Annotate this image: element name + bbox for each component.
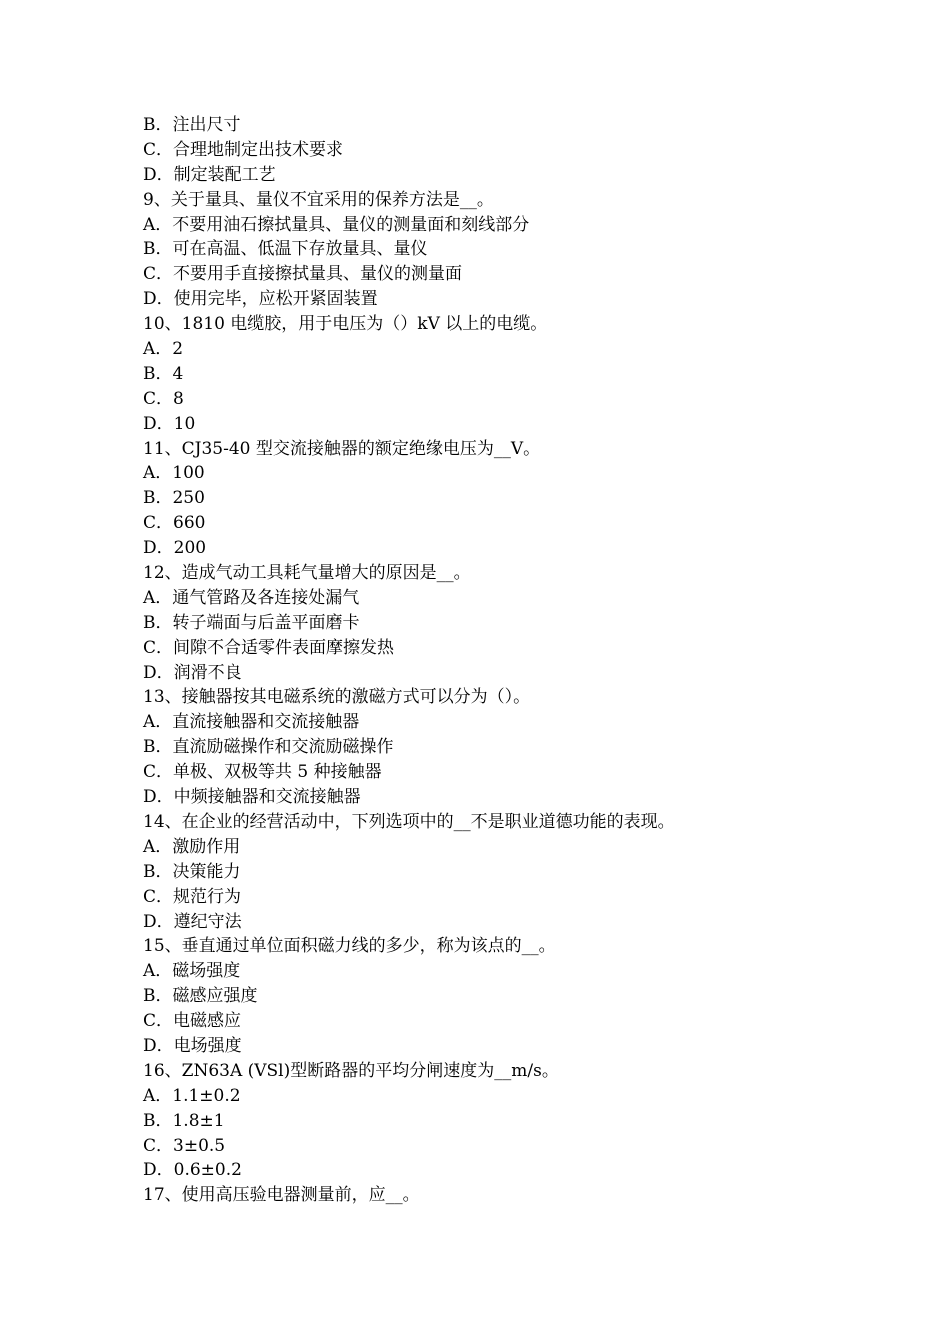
- question-line: 11、CJ35-40 型交流接触器的额定绝缘电压为__V。: [143, 438, 541, 459]
- text-line: B．注出尺寸: [143, 115, 241, 135]
- question-text-block: [143, 113, 843, 1208]
- option-line: C．间隙不合适零件表面摩擦发热: [143, 637, 395, 658]
- option-line: D．电场强度: [143, 1035, 242, 1056]
- option-line: C．660: [143, 513, 206, 534]
- question-line: 10、1810 电缆胶，用于电压为（）kV 以上的电缆。: [143, 314, 548, 335]
- option-line: C．3±0.5: [143, 1135, 226, 1156]
- question-line: 13、接触器按其电磁系统的激磁方式可以分为（）。: [143, 687, 531, 708]
- option-line: D．使用完毕，应松开紧固装置: [143, 289, 378, 310]
- option-line: B．磁感应强度: [143, 986, 258, 1007]
- text-line: D．制定装配工艺: [143, 164, 276, 185]
- option-line: A．磁场强度: [143, 961, 241, 982]
- option-line: D．润滑不良: [143, 662, 242, 683]
- option-line: C．规范行为: [143, 886, 242, 907]
- option-line: C．8: [143, 388, 184, 409]
- option-line: D．10: [143, 413, 196, 434]
- question-line: 17、使用高压验电器测量前，应__。: [143, 1185, 420, 1206]
- option-line: C．不要用手直接擦拭量具、量仪的测量面: [143, 264, 463, 285]
- option-line: A．通气管路及各连接处漏气: [143, 587, 360, 608]
- question-line: 12、造成气动工具耗气量增大的原因是__。: [143, 563, 471, 584]
- option-line: D．200: [143, 538, 207, 559]
- option-line: A．1.1±0.2: [143, 1085, 241, 1106]
- option-line: A．2: [143, 339, 184, 360]
- question-line: 16、ZN63A (VSl)型断路器的平均分闸速度为__m/s。: [143, 1060, 559, 1081]
- option-line: C．电磁感应: [143, 1011, 242, 1032]
- option-line: B．4: [143, 363, 184, 384]
- option-line: B．1.8±1: [143, 1110, 225, 1131]
- option-line: B．直流励磁操作和交流励磁操作: [143, 737, 394, 758]
- option-line: B．250: [143, 488, 205, 509]
- question-line: 9、关于量具、量仪不宜采用的保养方法是__。: [143, 189, 494, 210]
- option-line: B．转子端面与后盖平面磨卡: [143, 612, 360, 633]
- option-line: A．100: [143, 463, 205, 484]
- option-line: A．直流接触器和交流接触器: [143, 712, 360, 733]
- question-line: 15、垂直通过单位面积磁力线的多少，称为该点的__。: [143, 936, 556, 957]
- option-line: D．0.6±0.2: [143, 1160, 242, 1181]
- text-line: C．合理地制定出技术要求: [143, 139, 344, 160]
- option-line: D．遵纪守法: [143, 911, 242, 932]
- option-line: B．决策能力: [143, 861, 241, 882]
- option-line: A．激励作用: [143, 836, 241, 857]
- option-line: A．不要用油石擦拭量具、量仪的测量面和刻线部分: [143, 214, 530, 235]
- question-line: 14、在企业的经营活动中，下列选项中的__不是职业道德功能的表现。: [143, 811, 675, 832]
- option-line: C．单极、双极等共 5 种接触器: [143, 762, 382, 783]
- option-line: B．可在高温、低温下存放量具、量仪: [143, 239, 428, 260]
- option-line: D．中频接触器和交流接触器: [143, 787, 361, 808]
